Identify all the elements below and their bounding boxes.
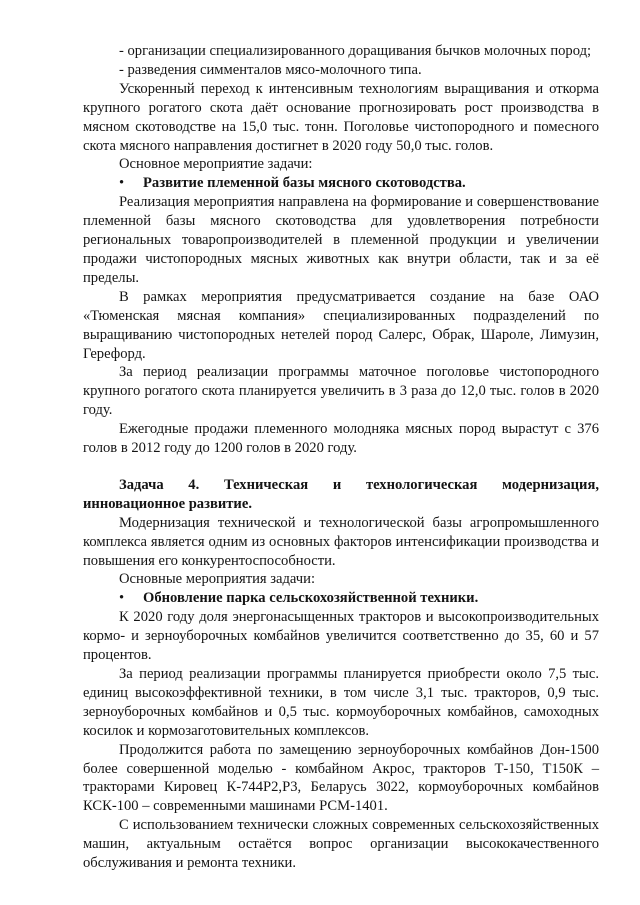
bullet-text: Развитие племенной базы мясного скотоводства.	[143, 175, 466, 192]
paragraph: Основные мероприятия задачи:	[119, 571, 316, 588]
document-page	[83, 42, 599, 873]
paragraph: Реализация мероприятия направлена на формирование и совершенствование племенной базы мясного скотоводства для удовлетворения потребности региональных товаропроизводителей в племенной продукции и увеличении продажи чистопородных мясных животных как внутри области, так и за её пределы.	[83, 194, 599, 286]
bullet-icon: •	[119, 175, 125, 192]
paragraph: В рамках мероприятия предусматривается создание на базе ОАО «Тюменская мясная компания» специализированных подразделений по выращиванию чистопородных нетелей пород Салерс, Обрак, Шароле, Лимузин, Герефорд.	[83, 288, 599, 362]
paragraph: Модернизация технической и технологической базы агропромышленного комплекса является одним из основных факторов интенсификации производства и повышения его конкурентоспособности.	[83, 514, 599, 569]
bullet-item	[83, 174, 599, 193]
paragraph: С использованием технически сложных современных сельскохозяйственных машин, актуальным остаётся вопрос организации высококачественного обслуживания и ремонта техники.	[83, 817, 599, 872]
paragraph: Основное мероприятие задачи:	[119, 156, 313, 173]
paragraph: Ежегодные продажи племенного молодняка мясных пород вырастут с 376 голов в 2012 году до 1200 голов в 2020 году.	[83, 421, 599, 457]
paragraph: - разведения симменталов мясо-молочного типа.	[119, 61, 422, 78]
section-gap	[83, 458, 599, 476]
bullet-icon: •	[119, 590, 125, 607]
bullet-text: Обновление парка сельскохозяйственной техники.	[143, 590, 479, 607]
paragraph: - организации специализированного доращивания бычков молочных пород;	[119, 43, 592, 59]
paragraph: За период реализации программы планируется приобрести около 7,5 тыс. единиц высокоэффективной техники, в том числе 3,1 тыс. тракторов, 0,9 тыс. зерноуборочных комбайнов и 0,5 тыс. кормоуборочных комбайнов, самоходных косилок и кормозаготовительных комплексов.	[83, 666, 599, 739]
paragraph: Ускоренный переход к интенсивным технологиям выращивания и откорма крупного рогатого скота даёт основание прогнозировать рост производства в мясном скотоводстве на 15,0 тыс. тонн. Поголовье чистопородного и помесного скота мясного направления достигнет в 2020 году 50,0 тыс. голов.	[83, 80, 599, 154]
paragraph: За период реализации программы маточное поголовье чистопородного крупного рогатого скота планируется увеличить в 3 раза до 12,0 тыс. голов в 2020 году.	[83, 364, 599, 419]
paragraph: К 2020 году доля энергонасыщенных тракторов и высокопроизводительных кормо- и зерноуборочных комбайнов увеличится соответственно до 35, 60 и 57 процентов.	[83, 609, 599, 664]
paragraph: Продолжится работа по замещению зерноуборочных комбайнов Дон-1500 более совершенной моделью - комбайном Акрос, тракторов Т-150, Т150К – тракторами Кировец К-744Р2,Р3, Беларусь 3022, кормоуборочных комбайнов КСК-100 – современными машинами РСМ-1401.	[83, 741, 599, 815]
bullet-item	[83, 589, 599, 608]
section-heading: Задача 4. Техническая и технологическая модернизация, инновационное развитие.	[83, 476, 599, 512]
